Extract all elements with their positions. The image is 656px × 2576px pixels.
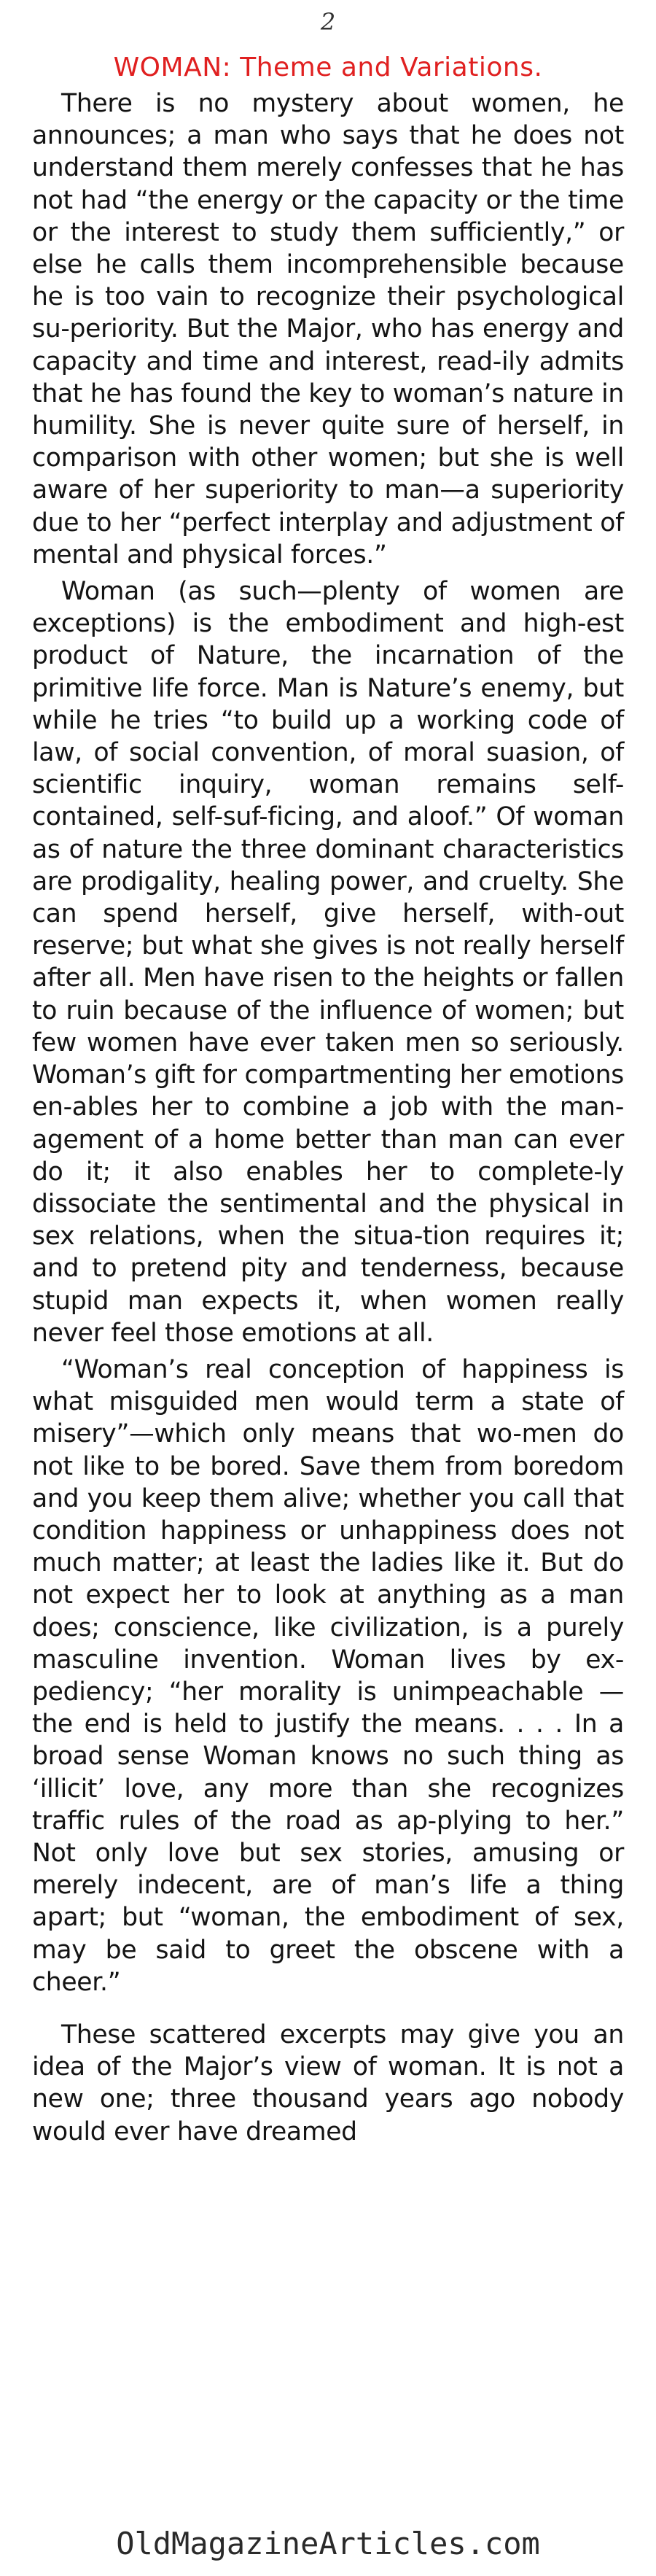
paragraph: These scattered excerpts may give you an idea of the Major’s view of woman. It is not a new one; three thousand years ago nobody would ever have dreamed [32, 2020, 624, 2146]
paragraph: “Woman’s real conception of happiness is what misguided men would term a state of misery”—which only means that wo-men do not like to be bored. Save them from boredom and you keep them alive; whether you call that condition happiness or unhappiness does not much matter; at least the ladies like it. But do not expect her to look at anything as a man does; conscience, like civilization, is a purely masculine invention. Woman lives by ex-pediency; “her morality is unimpeachable —the end is held to justify the means. . . . In a broad sense Woman knows no such thing as ‘illicit’ love, any more than she recognizes traffic rules of the road as ap-plying to her.” Not only love but sex stories, amusing or merely indecent, are of man’s life a thing apart; but “woman, the embodiment of sex, may be said to greet the obscene with a cheer.” [32, 1354, 624, 1997]
paragraph: There is no mystery about women, he announces; a man who says that he does not understand them merely confesses that he has not had “the energy or the capacity or the time or the interest to study them sufficiently,” or else he calls them incomprehensible because he is too vain to recognize their psychological su-periority. But the Major, who has energy and capacity and time and interest, read-ily admits that he has found the key to woman’s nature in humility. She is never quite sure of herself, in comparison with other women; but she is well aware of her superiority to man—a superiority due to her “perfect interplay and adjustment of mental and physical forces.” [32, 89, 624, 570]
site-watermark: OldMagazineArticles.com [116, 2526, 540, 2561]
article-body [32, 88, 624, 2148]
article-title: WOMAN: Theme and Variations. [113, 53, 543, 82]
page-number: 2 [320, 8, 336, 36]
paragraph: Woman (as such—plenty of women are exceptions) is the embodiment and high-est product of Nature, the incarnation of the primitive life force. Man is Nature’s enemy, but while he tries “to build up a working code of law, of social convention, of moral suasion, of scientific inquiry, woman remains self-contained, self-suf-ficing, and aloof.” Of woman as of nature the three dominant characteristics are prodigality, healing power, and cruelty. She can spend herself, give herself, with-out reserve; but what she gives is not really herself after all. Men have risen to the heights or fallen to ruin because of the influence of women; but few women have ever taken men so seriously. Woman’s gift for compartmenting her emotions en-ables her to combine a job with the man-agement of a home better than man can ever do it; it also enables her to complete-ly dissociate the sentimental and the physical in sex relations, when the situa-tion requires it; and to pretend pity and tenderness, because stupid man expects it, when women really never feel those emotions at all. [32, 577, 624, 1348]
